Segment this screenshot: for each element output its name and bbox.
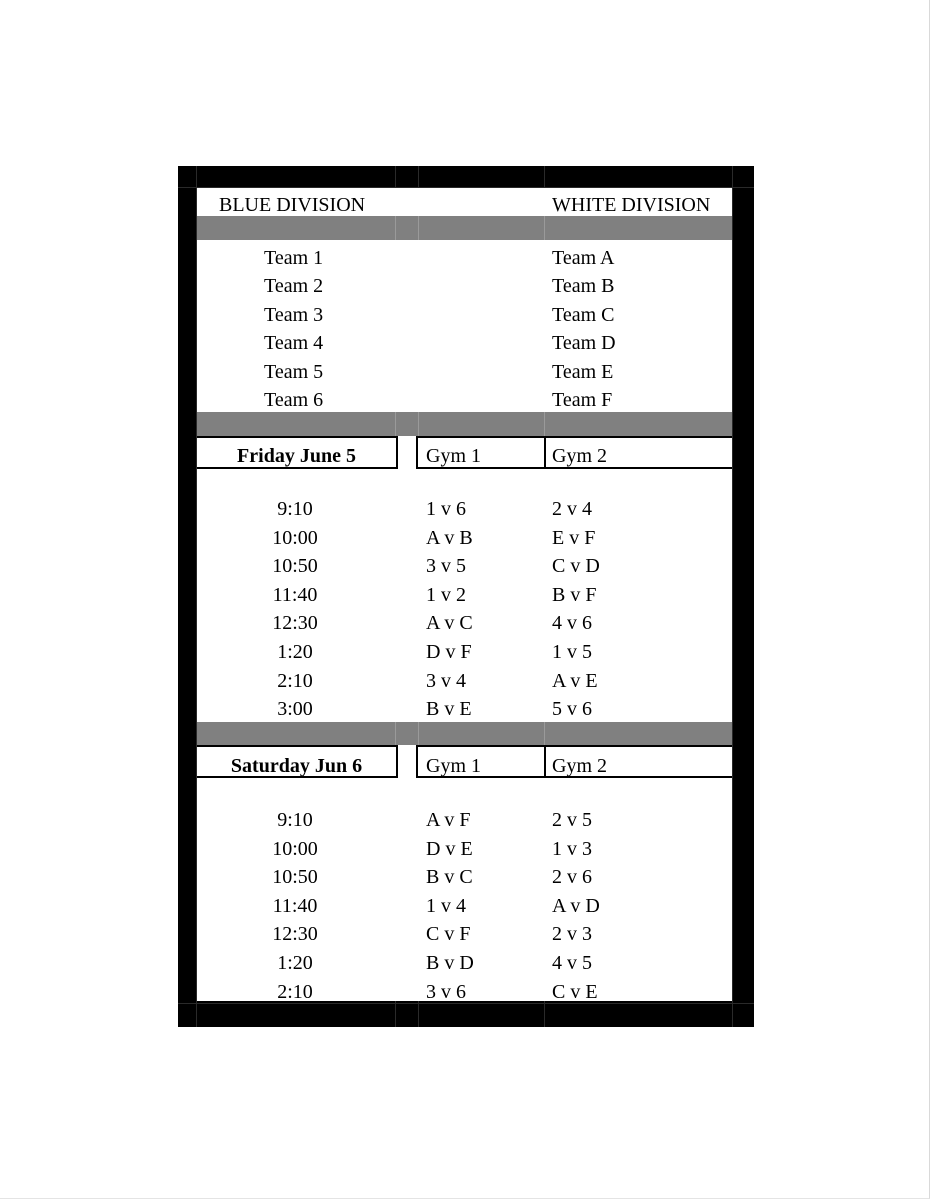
gym2-matchup: 2 v 3 [552,923,592,946]
day-label: Saturday Jun 6 [230,755,363,777]
team-name: Team 2 [264,275,324,298]
gym2-matchup: 4 v 5 [552,952,592,974]
gym1-matchup: B v E [426,698,472,721]
game-time: 2:10 [277,669,313,692]
gym1-matchup: D v E [426,837,473,860]
gym2-matchup: 1 v 5 [552,641,592,663]
game-time: 2:10 [277,980,313,1003]
gym1-matchup: 3 v 4 [426,669,466,692]
gym1-matchup: B v C [426,866,473,889]
game-time: 1:20 [277,952,313,974]
game-time: 3:00 [277,698,313,721]
gym2-matchup: 2 v 4 [552,498,592,520]
gray-separator-band [197,412,732,436]
gym1-matchup: B v D [426,952,474,974]
white-division-title: WHITE DIVISION [552,194,711,216]
gym2-matchup: C v D [552,555,600,578]
gym1-matchup: A v F [426,809,471,831]
gym2-matchup: E v F [552,526,596,549]
gym1-matchup: C v F [426,923,471,946]
game-time: 11:40 [272,894,318,917]
team-name: Team E [552,360,614,383]
gray-separator-band [197,216,732,240]
team-name: Team 1 [264,247,324,269]
gym1-matchup: 1 v 4 [426,894,466,917]
team-name: Team F [552,389,613,411]
game-time: 10:00 [272,837,318,860]
game-time: 11:40 [272,583,318,606]
gym1-matchup: A v B [426,526,473,549]
gym2-label: Gym 2 [552,755,607,777]
gym1-matchup: 3 v 5 [426,555,466,578]
gym2-matchup: 4 v 6 [552,612,592,635]
team-name: Team D [552,332,616,355]
gym2-matchup: 2 v 6 [552,866,592,889]
game-time: 1:20 [277,641,313,663]
gym2-matchup: 5 v 6 [552,698,592,721]
game-time: 9:10 [277,809,313,831]
gray-separator-band [197,722,732,746]
day-label: Friday June 5 [237,445,356,467]
gym2-matchup: A v E [552,669,598,692]
game-time: 10:50 [272,866,318,889]
gym1-matchup: D v F [426,641,472,663]
gym2-matchup: C v E [552,980,598,1003]
gym1-label: Gym 1 [426,755,481,777]
gym1-matchup: 1 v 6 [426,498,466,520]
team-name: Team 3 [264,303,324,326]
gym2-label: Gym 2 [552,445,607,467]
game-time: 10:00 [272,526,318,549]
gym2-matchup: 2 v 5 [552,809,592,831]
header-gap [398,436,416,469]
team-name: Team 4 [264,332,324,355]
gym1-label: Gym 1 [426,445,481,467]
game-time: 12:30 [272,923,318,946]
team-name: Team A [552,247,615,269]
game-time: 9:10 [277,498,313,520]
blue-division-title: BLUE DIVISION [219,194,366,216]
gym2-matchup: A v D [552,894,600,917]
team-name: Team B [552,275,615,298]
frame-gridline [732,166,733,1027]
game-time: 10:50 [272,555,318,578]
gym2-matchup: B v F [552,583,597,606]
gym1-matchup: A v C [426,612,473,635]
gym1-matchup: 3 v 6 [426,980,466,1003]
team-name: Team C [552,303,615,326]
team-name: Team 6 [264,389,324,411]
gym1-matchup: 1 v 2 [426,583,466,606]
gym2-matchup: 1 v 3 [552,837,592,860]
header-gap [398,745,416,778]
team-name: Team 5 [264,360,324,383]
game-time: 12:30 [272,612,318,635]
